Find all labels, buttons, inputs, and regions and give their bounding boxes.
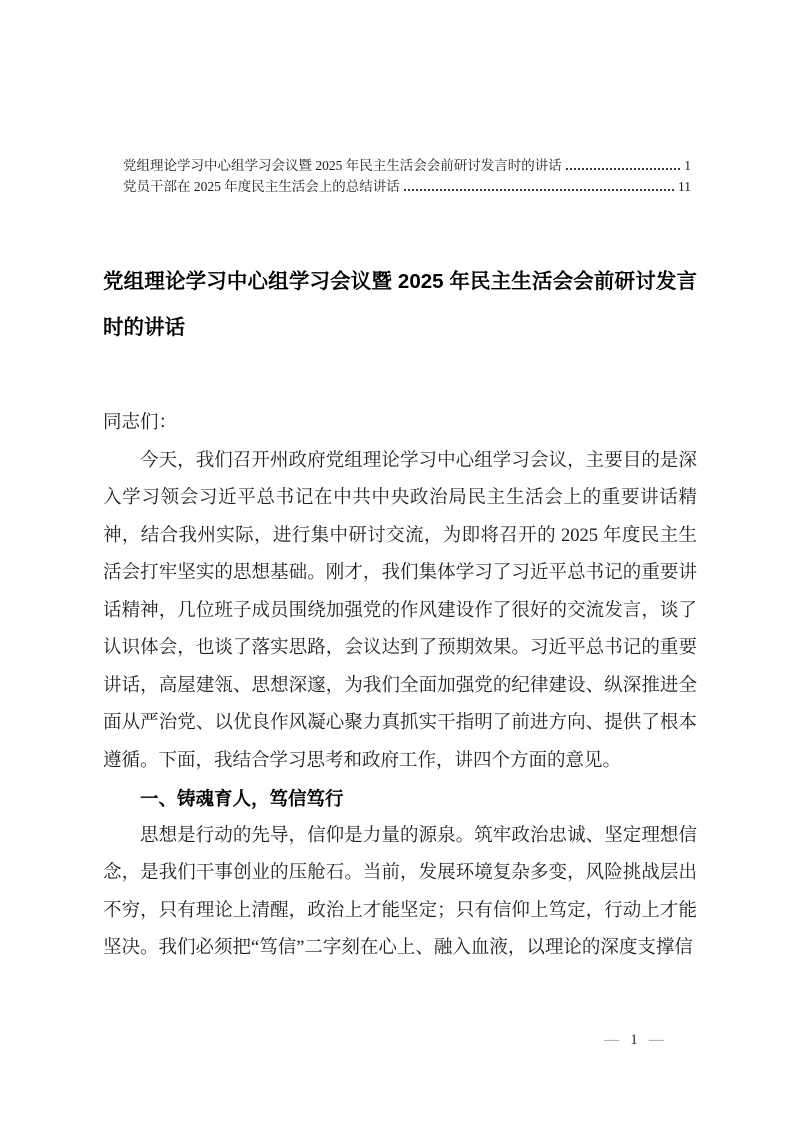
toc-item-label: 党组理论学习中心组学习会议暨 2025 年民主生活会会前研讨发言时的讲话 <box>123 158 562 173</box>
toc-page-number: 11 <box>678 178 691 194</box>
document-body <box>103 405 697 968</box>
toc-item[interactable] <box>123 156 691 177</box>
toc-leader-dots <box>566 167 681 170</box>
paragraph: 今天，我们召开州政府党组理论学习中心组学习会议，主要目的是深入学习领会习近平总书记在中共中央政治局民主生活会上的重要讲话精神，结合我州实际，进行集中研讨交流，为即将召开的 2025 年度民主生活会打牢坚实的思想基础。刚才，我们集体学习了习近平总书记的重要讲话精神，几位班子成员围绕加强党的作风建设作了很好的交流发言，谈了认识体会，也谈了落实思路，会议达到了预期效果。习近平总书记的重要讲话，高屋建瓴、思想深邃，为我们全面加强党的纪律建设、纵深推进全面从严治党、以优良作风凝心聚力真抓实干指明了前进方向、提供了根本遵循。下面，我结合学习思考和政府工作，讲四个方面的意见。 <box>103 450 697 771</box>
salutation: 同志们： <box>103 413 178 433</box>
page-footer <box>559 1029 709 1051</box>
footer-page-number: 1 <box>630 1032 638 1048</box>
toc-leader-dots <box>404 188 674 191</box>
toc-page-number: 1 <box>684 158 691 173</box>
footer-dash-right: — <box>648 1032 664 1048</box>
toc-item[interactable] <box>123 177 691 198</box>
footer-dash-left: — <box>604 1032 620 1048</box>
document-title: 党组理论学习中心组学习会议暨 2025 年民主生活会会前研讨发言时的讲话 <box>103 270 697 339</box>
table-of-contents <box>123 156 691 197</box>
paragraph: 思想是行动的先导，信仰是力量的源泉。筑牢政治忠诚、坚定理想信念，是我们干事创业的压舱石。当前，发展环境复杂多变，风险挑战层出不穷，只有理论上清醒，政治上才能坚定；只有信仰上笃定，行动上才能坚决。我们必须把“笃信”二字刻在心上、融入血液，以理论的深度支撑信 <box>103 825 697 958</box>
section-heading: 一、铸魂育人，笃信笃行 <box>140 788 344 809</box>
toc-item-label: 党员干部在 2025 年度民主生活会上的总结讲话 <box>123 178 400 194</box>
